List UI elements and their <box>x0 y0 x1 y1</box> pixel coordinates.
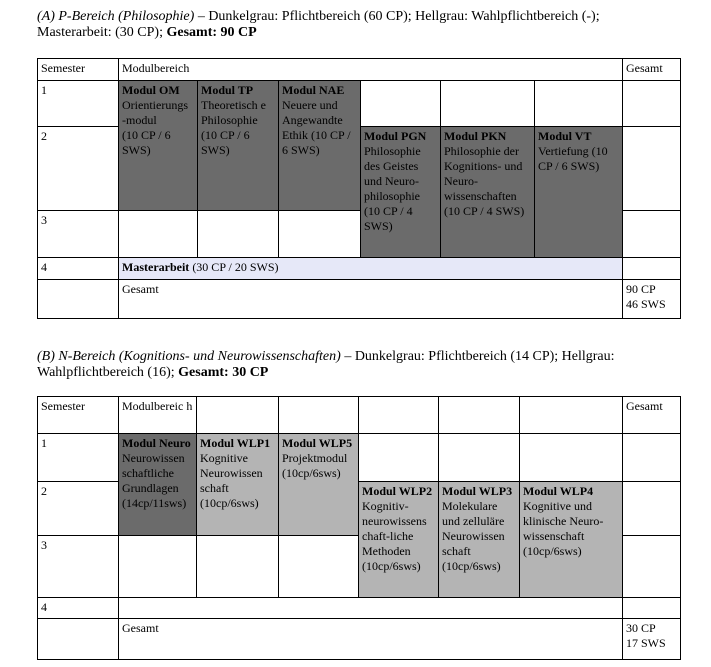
module-tp <box>198 81 279 211</box>
section-a-master-note: Masterarbeit: (30 CP); <box>37 25 167 40</box>
empty-cell <box>197 536 279 598</box>
empty-cell <box>279 536 359 598</box>
empty-cell <box>359 434 439 482</box>
gesamt-cell <box>623 598 681 619</box>
gesamt-cell <box>623 482 681 536</box>
row-4-modules <box>119 598 623 619</box>
module-wlp2-body: Kognitiv-neurowissens chaft-liche Methoden (10cp/6sws) <box>362 499 427 573</box>
empty-cell <box>119 536 197 598</box>
header-gesamt: Gesamt <box>623 59 681 81</box>
module-vt <box>535 127 623 258</box>
empty-cell <box>520 434 623 482</box>
module-pkn <box>441 127 535 258</box>
header-semester: Semester <box>38 397 119 434</box>
semester-1: 1 <box>38 434 119 482</box>
empty-cell <box>197 397 279 434</box>
empty-cell <box>359 397 439 434</box>
semester-4: 4 <box>38 258 119 280</box>
empty-cell <box>279 211 361 258</box>
total-sws: 46 SWS <box>626 297 666 311</box>
empty-cell <box>198 211 279 258</box>
module-wlp1-body: Kognitive Neurowissen schaft (10cp/6sws) <box>200 451 263 510</box>
module-wlp3 <box>439 482 520 598</box>
empty-cell <box>279 397 359 434</box>
empty-cell <box>119 211 198 258</box>
module-nae <box>279 81 361 211</box>
header-semester: Semester <box>38 59 119 81</box>
module-wlp2-title: Modul WLP2 <box>362 484 433 498</box>
module-pkn-body: Philosophie der Kognitions- und Neuro-wissenschaften (10 CP / 4 SWS) <box>444 144 525 218</box>
gesamt-cell <box>623 127 681 211</box>
masterarbeit-label: Masterarbeit <box>122 260 190 274</box>
section-b-wahl-note: Wahlpflichtbereich (16); <box>37 365 179 380</box>
module-wlp3-body: Molekulare und zelluläre Neurowissen schaft (10cp/6sws) <box>442 499 505 573</box>
module-neuro <box>119 434 197 536</box>
total-value <box>623 280 681 319</box>
module-wlp4-body: Kognitive und klinische Neuro-wissenschaft (10cp/6sws) <box>523 499 604 558</box>
section-a-title: (A) P-Bereich (Philosophie) <box>37 9 195 24</box>
section-a-total: Gesamt: 90 CP <box>166 25 257 40</box>
semester-4: 4 <box>38 598 119 619</box>
gesamt-cell <box>623 434 681 482</box>
total-value <box>623 619 681 660</box>
gesamt-cell <box>623 536 681 598</box>
section-b-total: Gesamt: 30 CP <box>178 365 269 380</box>
total-cp: 30 CP <box>626 621 656 635</box>
masterarbeit-row <box>119 258 623 280</box>
module-pgn-title: Modul PGN <box>364 129 427 143</box>
module-nae-title: Modul NAE <box>282 83 345 97</box>
section-b-title: (B) N-Bereich (Kognitions- und Neurowissenschaften) <box>37 349 341 364</box>
module-wlp1-title: Modul WLP1 <box>200 436 271 450</box>
semester-3: 3 <box>38 536 119 598</box>
table-a <box>37 58 681 319</box>
module-wlp4 <box>520 482 623 598</box>
semester-1: 1 <box>38 81 119 127</box>
total-row-semester <box>38 280 119 319</box>
module-wlp2 <box>359 482 439 598</box>
table-b <box>37 396 681 660</box>
section-b-caption <box>37 349 697 381</box>
total-cp: 90 CP <box>626 282 656 296</box>
module-pkn-title: Modul PKN <box>444 129 507 143</box>
empty-cell <box>361 81 441 127</box>
section-b-legend: – Dunkelgrau: Pflichtbereich (14 CP); Hellgrau: <box>340 349 615 364</box>
empty-cell <box>439 434 520 482</box>
empty-cell <box>441 81 535 127</box>
module-wlp5-title: Modul WLP5 <box>282 436 353 450</box>
empty-cell <box>439 397 520 434</box>
module-vt-body: Vertiefung (10 CP / 6 SWS) <box>538 144 608 173</box>
total-label: Gesamt <box>119 619 623 660</box>
module-wlp5-body: Projektmodul (10cp/6sws) <box>282 451 348 480</box>
total-sws: 17 SWS <box>626 636 666 650</box>
module-neuro-title: Modul Neuro <box>122 436 191 450</box>
module-pgn-body: Philosophie des Geistes und Neuro-philosophie (10 CP / 4 SWS) <box>364 144 421 233</box>
section-a-legend: – Dunkelgrau: Pflichtbereich (60 CP); Hellgrau: Wahlpflichtbereich (-); <box>194 9 600 24</box>
header-gesamt: Gesamt <box>623 397 681 434</box>
header-modulbereich: Modulbereich <box>119 59 623 81</box>
gesamt-cell <box>623 211 681 258</box>
module-om-body: Orientierungs -modul (10 CP / 6 SWS) <box>122 98 188 157</box>
module-tp-body: Theoretisch e Philosophie (10 CP / 6 SWS) <box>201 98 266 157</box>
masterarbeit-credits: (30 CP / 20 SWS) <box>189 260 279 274</box>
module-om-title: Modul OM <box>122 83 180 97</box>
empty-cell <box>520 397 623 434</box>
semester-2: 2 <box>38 482 119 536</box>
module-wlp3-title: Modul WLP3 <box>442 484 513 498</box>
module-om <box>119 81 198 211</box>
empty-cell <box>535 81 623 127</box>
header-modulbereich: Modulbereic h <box>119 397 197 434</box>
module-vt-title: Modul VT <box>538 129 592 143</box>
section-a-caption <box>37 9 697 41</box>
module-wlp5 <box>279 434 359 536</box>
module-wlp4-title: Modul WLP4 <box>523 484 594 498</box>
gesamt-cell <box>623 81 681 127</box>
module-wlp1 <box>197 434 279 536</box>
module-neuro-body: Neurowissen schaftliche Grundlagen (14cp/11sws) <box>122 451 187 510</box>
module-nae-body: Neuere und Angewandte Ethik (10 CP / 6 SWS) <box>282 98 351 157</box>
gesamt-cell <box>623 258 681 280</box>
module-pgn <box>361 127 441 258</box>
total-label: Gesamt <box>119 280 623 319</box>
semester-3: 3 <box>38 211 119 258</box>
total-row-semester <box>38 619 119 660</box>
semester-2: 2 <box>38 127 119 211</box>
module-tp-title: Modul TP <box>201 83 254 97</box>
